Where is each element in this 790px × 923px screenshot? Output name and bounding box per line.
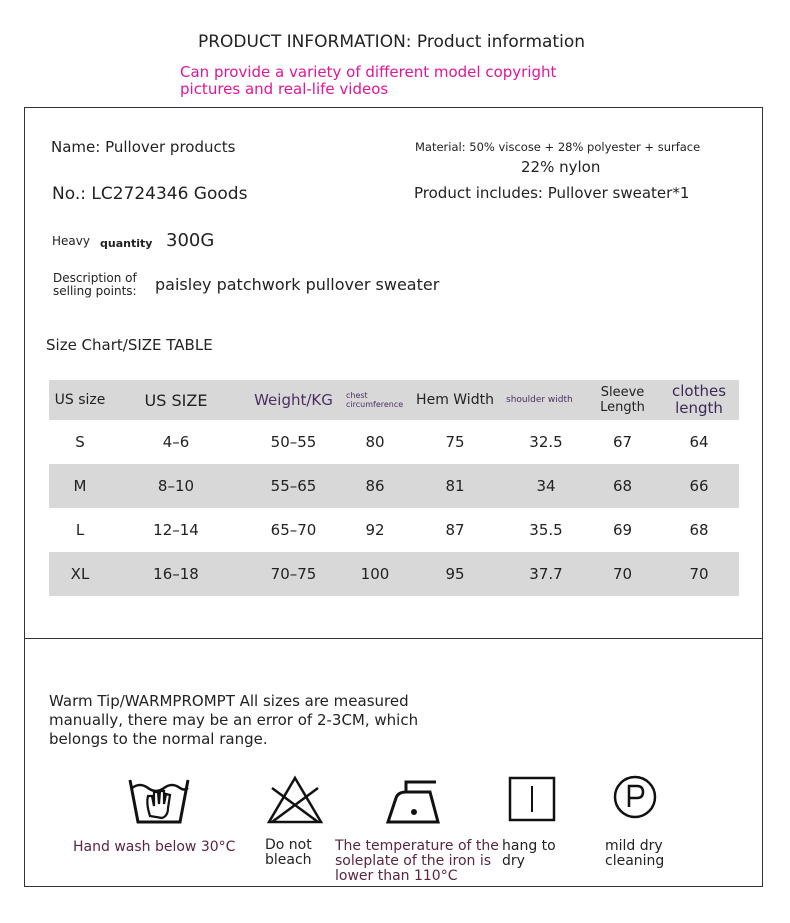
cell: 81 <box>404 464 506 508</box>
cell: 65–70 <box>270 521 317 539</box>
product-name: Name: Pullover products <box>51 138 236 156</box>
table-row <box>49 552 739 596</box>
material-line-1: Material: 50% viscose + 28% polyester + surface <box>415 140 701 154</box>
weight-label-2: quantity <box>100 237 153 250</box>
cell: 16–18 <box>111 552 241 596</box>
cell: 67 <box>612 433 633 451</box>
header-hem-width: Hem Width <box>404 380 506 420</box>
cell: 75 <box>445 433 465 451</box>
cell: M <box>49 464 111 508</box>
size-table-header <box>49 380 739 420</box>
material-line-2: 22% nylon <box>521 158 601 176</box>
section-divider <box>24 638 763 639</box>
cell: 100 <box>346 552 404 596</box>
cell: 70–75 <box>241 552 346 596</box>
no-bleach-icon <box>266 774 324 826</box>
care-label-no-bleach: Do not bleach <box>265 837 312 868</box>
care-label-hang-dry: hang to dry <box>502 838 556 869</box>
product-includes: Product includes: Pullover sweater*1 <box>414 184 690 202</box>
cell: L <box>75 521 85 539</box>
cell: 35.5 <box>529 521 563 539</box>
header-weight: Weight/KG <box>241 380 346 420</box>
care-label-hand-wash: Hand wash below 30°C <box>73 839 236 855</box>
cell: 86 <box>346 464 404 508</box>
cell: 68 <box>586 464 659 508</box>
cell: 50–55 <box>270 433 317 451</box>
hang-dry-icon <box>508 774 556 822</box>
care-label-dry-clean: mild dry cleaning <box>605 838 665 869</box>
hand-wash-icon <box>128 774 190 826</box>
cell: 69 <box>612 521 633 539</box>
iron-icon <box>386 774 442 826</box>
care-label-iron: The temperature of the soleplate of the iron is lower than 110°C <box>335 838 499 884</box>
cell: 55–65 <box>241 464 346 508</box>
cell: 66 <box>659 464 739 508</box>
cell: XL <box>49 552 111 596</box>
weight-label-1: Heavy <box>52 234 90 248</box>
cell: 64 <box>689 433 709 451</box>
header-clothes-length: clothes length <box>659 380 739 420</box>
page-title: PRODUCT INFORMATION: Product information <box>197 32 585 52</box>
dry-clean-icon <box>612 774 658 820</box>
table-row <box>49 464 739 508</box>
table-row <box>49 420 739 464</box>
header-us-size-upper: US SIZE <box>111 380 241 420</box>
table-row <box>49 508 739 552</box>
cell: 87 <box>445 521 465 539</box>
weight-value: 300G <box>166 230 215 251</box>
warm-tip: Warm Tip/WARMPROMPT All sizes are measured manually, there may be an error of 2-3CM, which belongs to the normal range. <box>49 692 419 748</box>
cell: 68 <box>689 521 709 539</box>
size-table <box>49 380 739 596</box>
header-chest: chest circumference <box>346 380 404 420</box>
cell: 95 <box>404 552 506 596</box>
cell: 80 <box>365 433 385 451</box>
cell: 70 <box>659 552 739 596</box>
cell: 92 <box>365 521 385 539</box>
selling-points-label: Description of selling points: <box>53 271 137 298</box>
size-chart-title: Size Chart/SIZE TABLE <box>46 336 213 354</box>
product-number: No.: LC2724346 Goods <box>52 184 248 204</box>
header-us-size: US size <box>49 380 111 420</box>
cell: S <box>75 433 85 451</box>
cell: 34 <box>506 464 586 508</box>
cell: 32.5 <box>529 433 563 451</box>
cell: 70 <box>586 552 659 596</box>
copyright-note: Can provide a variety of different model copyright pictures and real-life videos <box>180 63 557 98</box>
header-sleeve-length: Sleeve Length <box>586 380 659 420</box>
header-shoulder: shoulder width <box>506 380 586 420</box>
cell: 8–10 <box>111 464 241 508</box>
selling-points-value: paisley patchwork pullover sweater <box>155 275 440 294</box>
cell: 4–6 <box>162 433 190 451</box>
cell: 37.7 <box>506 552 586 596</box>
cell: 12–14 <box>153 521 199 539</box>
